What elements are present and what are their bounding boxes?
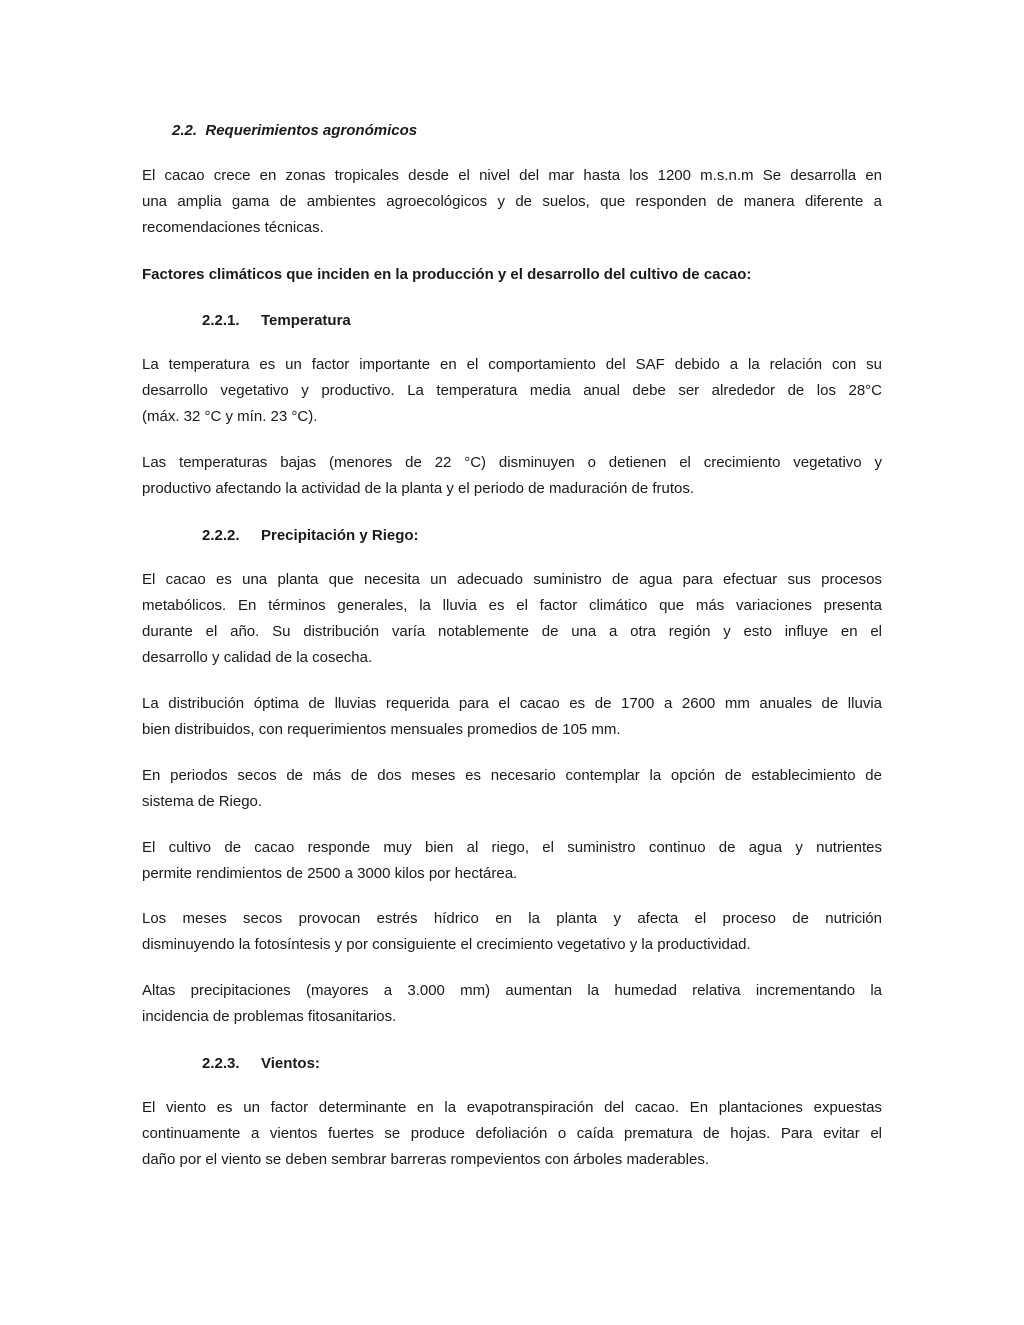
section-title: Precipitación y Riego: [261, 527, 419, 544]
section-heading-2-2 [172, 121, 417, 141]
text-line: El cacao es una planta que necesita un adecuado suministro de agua para efectuar sus procesos [142, 571, 882, 588]
text-line: sistema de Riego. [142, 793, 263, 810]
text-line: disminuyendo la fotosíntesis y por consiguiente el crecimiento vegetativo y la productividad. [142, 936, 751, 953]
factors-heading: Factores climáticos que inciden en la producción y el desarrollo del cultivo de cacao: [142, 266, 752, 283]
text-line: Altas precipitaciones (mayores a 3.000 mm) aumentan la humedad relativa incrementando la [142, 982, 882, 999]
text-line: permite rendimientos de 2500 a 3000 kilos por hectárea. [142, 865, 518, 882]
section-title: Vientos: [261, 1055, 320, 1072]
paragraph [142, 906, 882, 958]
paragraph [142, 763, 882, 815]
text-line: durante el año. Su distribución varía notablemente de una a otra región y esto influye en el [142, 623, 882, 640]
text-line: La temperatura es un factor importante en el comportamiento del SAF debido a la relación con su [142, 356, 882, 373]
text-line: El cacao crece en zonas tropicales desde el nivel del mar hasta los 1200 m.s.n.m Se desarrolla en [142, 167, 882, 184]
text-line: recomendaciones técnicas. [142, 219, 324, 236]
text-line: El viento es un factor determinante en la evapotranspiración del cacao. En plantaciones expuestas [142, 1099, 882, 1116]
text-line: incidencia de problemas fitosanitarios. [142, 1008, 397, 1025]
paragraph [142, 567, 882, 671]
section-number: 2.2.1. [202, 312, 240, 329]
paragraph [142, 978, 882, 1030]
text-line: El cultivo de cacao responde muy bien al riego, el suministro continuo de agua y nutrientes [142, 839, 882, 856]
paragraph [142, 352, 882, 430]
text-line: productivo afectando la actividad de la planta y el periodo de maduración de frutos. [142, 480, 695, 497]
section-heading-2-2-3 [202, 1054, 320, 1074]
text-line: daño por el viento se deben sembrar barreras rompevientos con árboles maderables. [142, 1151, 709, 1168]
text-line: desarrollo vegetativo y productivo. La temperatura media anual debe ser alrededor de los 28°C [142, 382, 882, 399]
text-line: Los meses secos provocan estrés hídrico en la planta y afecta el proceso de nutrición [142, 910, 882, 927]
section-number: 2.2.2. [202, 527, 240, 544]
text-line: continuamente a vientos fuertes se produce defoliación o caída prematura de hojas. Para evitar el [142, 1125, 882, 1142]
text-line: una amplia gama de ambientes agroecológicos y de suelos, que responden de manera diferente a [142, 193, 882, 210]
paragraph [142, 835, 882, 887]
intro-paragraph [142, 163, 882, 241]
text-line: En periodos secos de más de dos meses es necesario contemplar la opción de establecimiento de [142, 767, 882, 784]
text-line: metabólicos. En términos generales, la lluvia es el factor climático que más variaciones presenta [142, 597, 882, 614]
section-number: 2.2. [172, 122, 198, 139]
paragraph [142, 1095, 882, 1173]
text-line: La distribución óptima de lluvias requerida para el cacao es de 1700 a 2600 mm anuales de lluvia [142, 695, 882, 712]
section-heading-2-2-2 [202, 526, 419, 546]
section-number: 2.2.3. [202, 1055, 240, 1072]
section-heading-2-2-1 [202, 311, 351, 331]
paragraph [142, 691, 882, 743]
text-line: Las temperaturas bajas (menores de 22 °C) disminuyen o detienen el crecimiento vegetativo y [142, 454, 882, 471]
text-line: bien distribuidos, con requerimientos mensuales promedios de 105 mm. [142, 721, 621, 738]
text-line: (máx. 32 °C y mín. 23 °C). [142, 408, 318, 425]
text-line: desarrollo y calidad de la cosecha. [142, 649, 373, 666]
paragraph [142, 450, 882, 502]
section-title: Temperatura [261, 312, 351, 329]
section-title: Requerimientos agronómicos [205, 122, 418, 139]
